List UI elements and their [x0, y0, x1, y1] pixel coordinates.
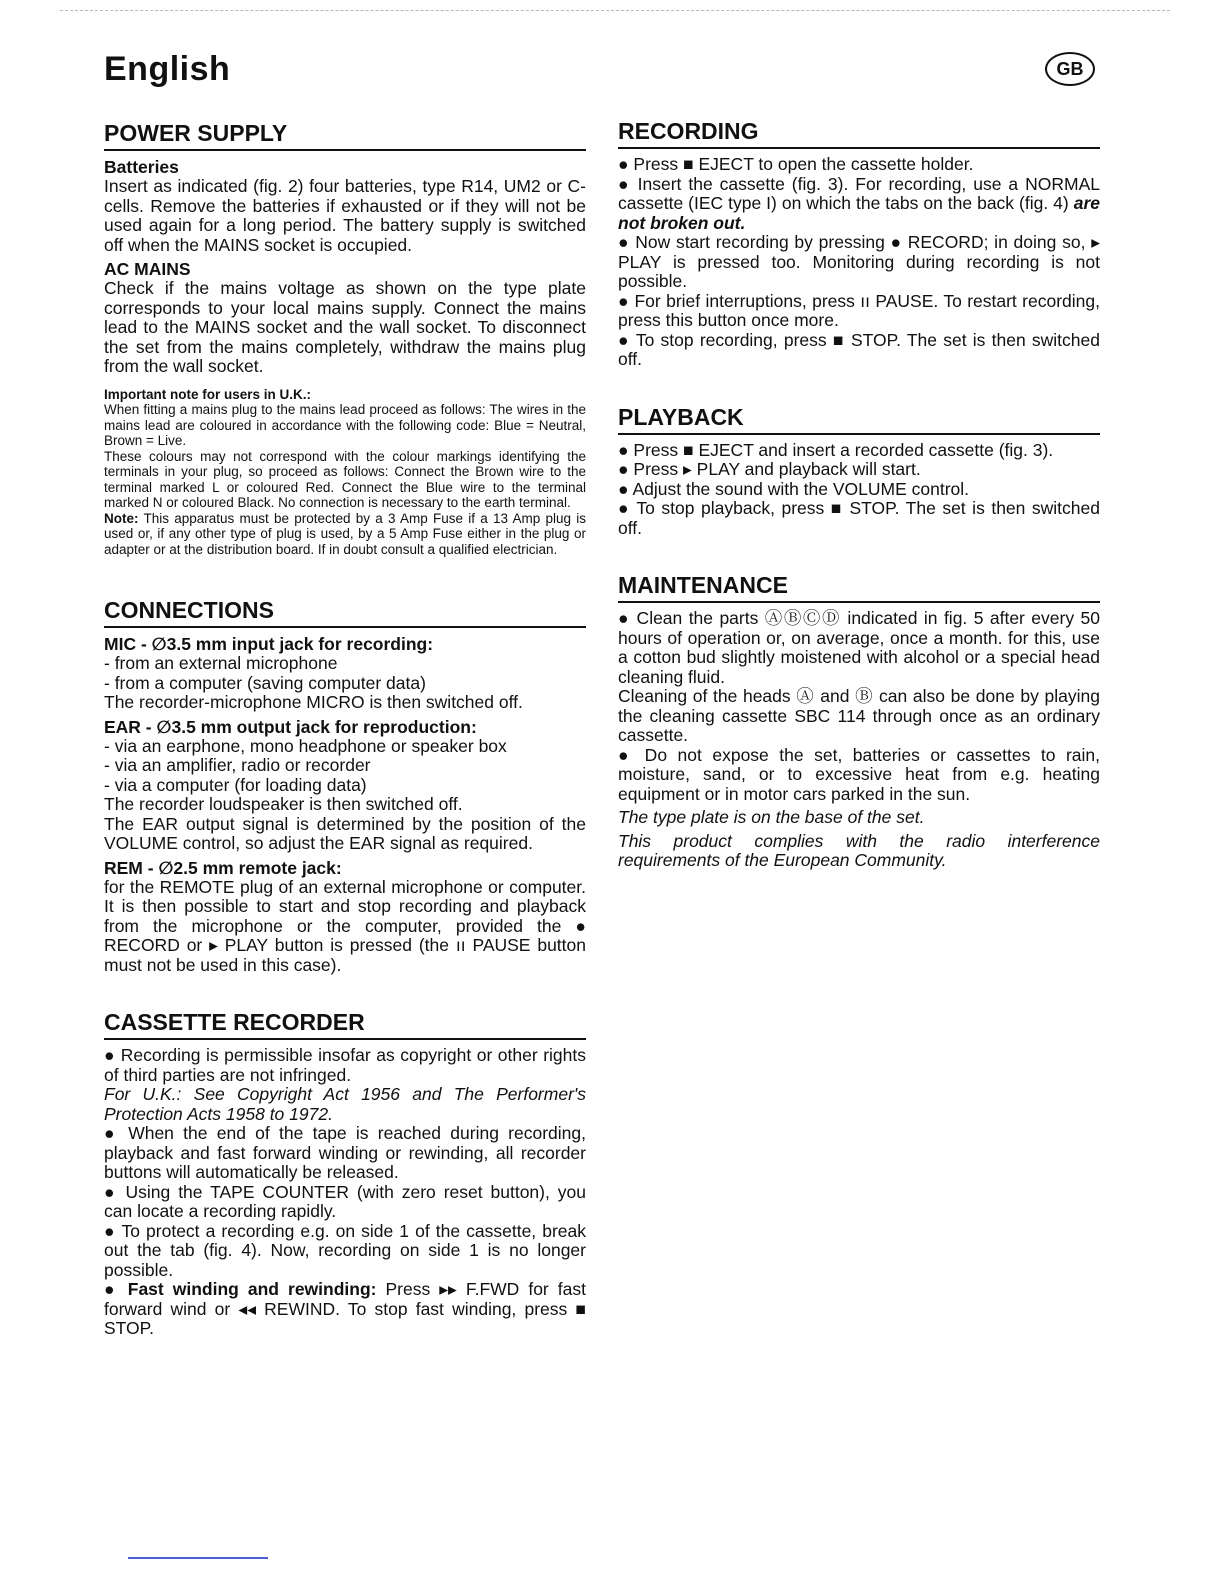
section-title-recording: RECORDING — [618, 118, 1100, 149]
uk-note-heading: Important note for users in U.K.: — [104, 386, 312, 402]
maintenance-p2: Cleaning of the heads Ⓐ and Ⓑ can also be done by playing the cleaning cassette SBC 114 through once as an ordinary cassette. — [618, 686, 1100, 745]
left-column — [104, 120, 586, 1339]
maintenance-section — [618, 572, 1100, 871]
mic-line: - from an external microphone — [104, 653, 338, 673]
recording-p3: ● Now start recording by pressing ● RECORD; in doing so, ▸ PLAY is pressed too. Monitoring during recording is not possible. — [618, 232, 1100, 291]
mic-line: - from a computer (saving computer data) — [104, 672, 426, 693]
cassette-p5 — [104, 1280, 586, 1339]
fast-winding-label: ● Fast winding and rewinding: — [104, 1279, 377, 1299]
section-title-connections: CONNECTIONS — [104, 597, 586, 628]
playback-p4: ● To stop playback, press ■ STOP. The set is then switched off. — [618, 498, 1100, 538]
cassette-p4: ● To protect a recording e.g. on side 1 of the cassette, break out the tab (fig. 4). Now, recording on side 1 is no longer possible. — [104, 1220, 586, 1280]
ear-line: The EAR output signal is determined by the position of the VOLUME control, so adjust the EAR signal as required. — [104, 813, 586, 853]
recording-p2-text: ● Insert the cassette (fig. 3). For recording, use a NORMAL cassette (IEC type I) on which the tabs on the back (fig. 4) — [618, 173, 1100, 213]
ear-line: The recorder loudspeaker is then switched off. — [104, 794, 463, 814]
recording-p2-bold: are not broken out. — [618, 193, 1100, 233]
rem-heading: REM - ∅2.5 mm remote jack: — [104, 857, 342, 878]
ear-line: - via an earphone, mono headphone or speaker box — [104, 735, 507, 756]
fast-winding-text: Press ▸▸ F.FWD for fast forward wind or ◂◂ REWIND. To stop fast winding, press ■ STOP. — [104, 1279, 586, 1338]
section-title-playback: PLAYBACK — [618, 404, 1100, 435]
power-supply-section — [104, 120, 586, 557]
uk-note-p2: These colours may not correspond with the colour markings identifying the terminals in your plug, so proceed as follows: Connect the Brown wire to the terminal marked L or coloured Red. Connect the Blue wire to the terminal marked N or coloured Black. No connection is necessary to the earth terminal. — [104, 448, 586, 510]
uk-note-label: Note: — [104, 510, 139, 526]
batteries-text: Insert as indicated (fig. 2) four batteries, type R14, UM2 or C-cells. Remove the batteries if exhausted or if they will not be used again for a long period. The battery supply is switched off when the MAINS socket is occupied. — [104, 176, 586, 255]
compliance-note: This product complies with the radio interference requirements of the European Community. — [618, 830, 1100, 870]
connections-section — [104, 597, 586, 975]
type-plate-note: The type plate is on the base of the set. — [618, 807, 925, 827]
cassette-p3: ● Using the TAPE COUNTER (with zero reset button), you can locate a recording rapidly. — [104, 1181, 586, 1221]
ac-mains-heading: AC MAINS — [104, 259, 191, 279]
page-title: English — [104, 50, 231, 88]
section-title-maintenance: MAINTENANCE — [618, 572, 1100, 603]
ear-heading: EAR - ∅3.5 mm output jack for reproduction: — [104, 716, 477, 737]
uk-note-text: This apparatus must be protected by a 3 Amp Fuse if a 13 Amp plug is used or, if any other type of plug is used, by a 5 Amp Fuse either in the plug or adapter or at the distribution board. If in doubt consult a qualified electrician. — [104, 510, 586, 557]
playback-p1: ● Press ■ EJECT and insert a recorded cassette (fig. 3). — [618, 439, 1054, 460]
recording-p1: ● Press ■ EJECT to open the cassette holder. — [618, 154, 974, 174]
section-title-cassette-recorder: CASSETTE RECORDER — [104, 1009, 586, 1040]
cassette-p1: ● Recording is permissible insofar as copyright or other rights of third parties are not infringed. — [104, 1045, 586, 1085]
maintenance-p1: ● Clean the parts ⒶⒷⒸⒹ indicated in fig. 5 after every 50 hours of operation or, on average, once a month. for this, use a cotton bud slightly moistened with alcohol or a special head cleaning fluid. — [618, 608, 1100, 687]
uk-note-p3 — [104, 511, 586, 558]
cassette-p1-italic: For U.K.: See Copyright Act 1956 and The Performer's Protection Acts 1958 to 1972. — [104, 1084, 586, 1124]
uk-note-block — [104, 387, 586, 558]
playback-p2: ● Press ▸ PLAY and playback will start. — [618, 459, 921, 479]
recording-section — [618, 118, 1100, 370]
scan-artifact-top — [60, 10, 1170, 15]
maintenance-p3: ● Do not expose the set, batteries or cassettes to rain, moisture, sand, or to excessive heat from e.g. heating equipment or in motor cars parked in the sun. — [618, 744, 1100, 804]
ear-line: - via an amplifier, radio or recorder — [104, 755, 371, 775]
playback-p3: ● Adjust the sound with the VOLUME control. — [618, 478, 970, 499]
section-title-power-supply: POWER SUPPLY — [104, 120, 586, 151]
recording-p2 — [618, 175, 1100, 234]
scan-artifact-bottom — [128, 1557, 268, 1559]
uk-note-p1: When fitting a mains plug to the mains lead proceed as follows: The wires in the mains lead are coloured in accordance with the following code: Blue = Neutral, Brown = Live. — [104, 402, 586, 448]
playback-section — [618, 404, 1100, 539]
mic-line: The recorder-microphone MICRO is then switched off. — [104, 692, 523, 712]
country-badge: GB — [1045, 52, 1095, 86]
ac-mains-text: Check if the mains voltage as shown on the type plate corresponds to your local mains supply. Connect the mains lead to the MAINS socket and the wall socket. To disconnect the set from the mains completely, withdraw the mains plug from the wall socket. — [104, 278, 586, 376]
recording-p5: ● To stop recording, press ■ STOP. The set is then switched off. — [618, 329, 1100, 369]
mic-heading: MIC - ∅3.5 mm input jack for recording: — [104, 634, 434, 654]
rem-text: for the REMOTE plug of an external microphone or computer. It is then possible to start and stop recording and playback from the microphone or the computer, provided the ● RECORD or ▸ PLAY button is pressed (the ıı PAUSE button must not be used in this case). — [104, 876, 586, 975]
cassette-p2: ● When the end of the tape is reached during recording, playback and fast forward winding or rewinding, all recorder buttons will automatically be released. — [104, 1123, 586, 1182]
batteries-heading: Batteries — [104, 157, 179, 177]
cassette-recorder-section — [104, 1009, 586, 1339]
recording-p4: ● For brief interruptions, press ıı PAUSE. To restart recording, press this button once more. — [618, 290, 1100, 330]
right-column — [618, 118, 1100, 871]
ear-line: - via a computer (for loading data) — [104, 774, 367, 795]
